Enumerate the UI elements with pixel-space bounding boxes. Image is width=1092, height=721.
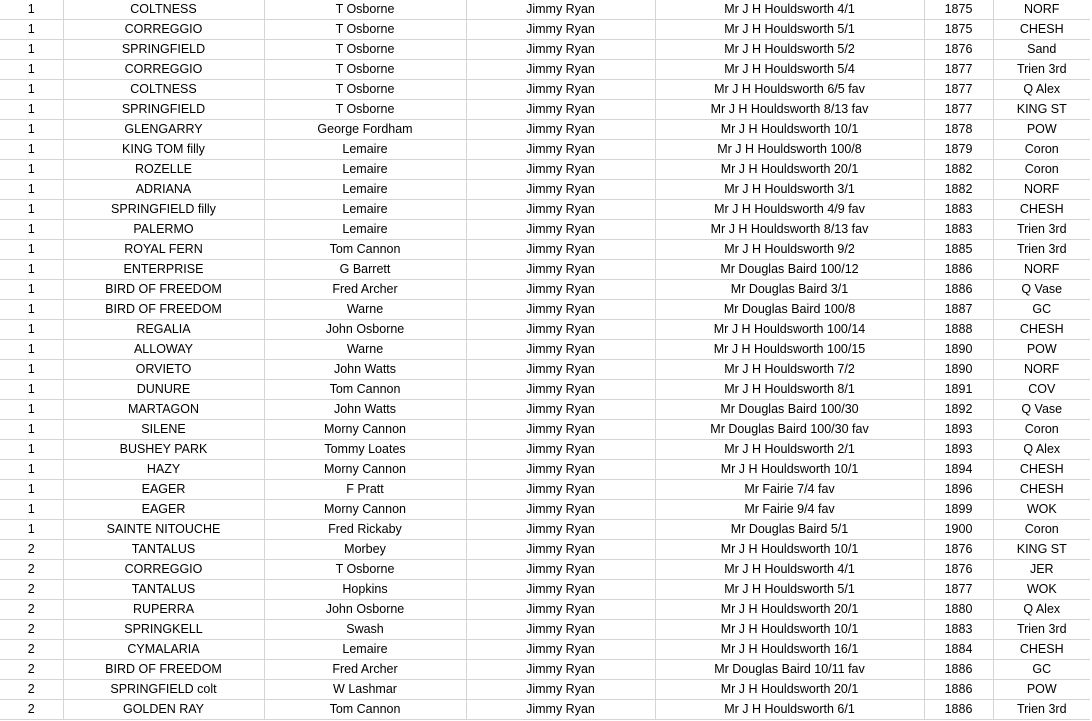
position-cell[interactable]: 1 <box>0 420 63 440</box>
year-cell[interactable]: 1876 <box>924 40 993 60</box>
jockey-cell[interactable]: T Osborne <box>264 560 466 580</box>
jockey-cell[interactable]: John Osborne <box>264 600 466 620</box>
position-cell[interactable]: 1 <box>0 100 63 120</box>
position-cell[interactable]: 1 <box>0 360 63 380</box>
jockey-cell[interactable]: Morbey <box>264 540 466 560</box>
position-cell[interactable]: 2 <box>0 560 63 580</box>
owner-odds-cell[interactable]: Mr Douglas Baird 3/1 <box>655 280 924 300</box>
race-cell[interactable]: COV <box>993 380 1090 400</box>
jockey-cell[interactable]: Warne <box>264 300 466 320</box>
owner-odds-cell[interactable]: Mr J H Houldsworth 10/1 <box>655 120 924 140</box>
position-cell[interactable]: 2 <box>0 580 63 600</box>
owner-odds-cell[interactable]: Mr J H Houldsworth 6/5 fav <box>655 80 924 100</box>
trainer-cell[interactable]: Jimmy Ryan <box>466 460 655 480</box>
table-row <box>0 180 1090 200</box>
horse-cell[interactable]: ROZELLE <box>63 160 264 180</box>
table-row <box>0 100 1090 120</box>
position-cell[interactable]: 1 <box>0 260 63 280</box>
year-cell[interactable]: 1886 <box>924 700 993 720</box>
trainer-cell[interactable]: Jimmy Ryan <box>466 80 655 100</box>
owner-odds-cell[interactable]: Mr Douglas Baird 10/11 fav <box>655 660 924 680</box>
owner-odds-cell[interactable]: Mr J H Houldsworth 100/8 <box>655 140 924 160</box>
trainer-cell[interactable]: Jimmy Ryan <box>466 120 655 140</box>
horse-cell[interactable]: CYMALARIA <box>63 640 264 660</box>
trainer-cell[interactable]: Jimmy Ryan <box>466 60 655 80</box>
jockey-cell[interactable]: Fred Archer <box>264 660 466 680</box>
owner-odds-cell[interactable]: Mr J H Houldsworth 6/1 <box>655 700 924 720</box>
jockey-cell[interactable]: Warne <box>264 340 466 360</box>
owner-odds-cell[interactable]: Mr J H Houldsworth 100/14 <box>655 320 924 340</box>
jockey-cell[interactable]: John Watts <box>264 400 466 420</box>
table-row <box>0 400 1090 420</box>
trainer-cell[interactable]: Jimmy Ryan <box>466 340 655 360</box>
table-row <box>0 0 1090 20</box>
owner-odds-cell[interactable]: Mr J H Houldsworth 20/1 <box>655 600 924 620</box>
year-cell[interactable]: 1896 <box>924 480 993 500</box>
owner-odds-cell[interactable]: Mr J H Houldsworth 5/1 <box>655 580 924 600</box>
horse-cell[interactable]: KING TOM filly <box>63 140 264 160</box>
jockey-cell[interactable]: Lemaire <box>264 640 466 660</box>
year-cell[interactable]: 1885 <box>924 240 993 260</box>
race-cell[interactable]: Trien 3rd <box>993 620 1090 640</box>
race-cell[interactable]: Coron <box>993 520 1090 540</box>
race-cell[interactable]: Q Alex <box>993 440 1090 460</box>
year-cell[interactable]: 1883 <box>924 620 993 640</box>
position-cell[interactable]: 1 <box>0 500 63 520</box>
horse-cell[interactable]: SPRINGFIELD <box>63 40 264 60</box>
owner-odds-cell[interactable]: Mr J H Houldsworth 5/4 <box>655 60 924 80</box>
position-cell[interactable]: 1 <box>0 0 63 20</box>
year-cell[interactable]: 1877 <box>924 580 993 600</box>
race-cell[interactable]: NORF <box>993 180 1090 200</box>
year-cell[interactable]: 1893 <box>924 420 993 440</box>
horse-cell[interactable]: SPRINGFIELD <box>63 100 264 120</box>
owner-odds-cell[interactable]: Mr J H Houldsworth 10/1 <box>655 620 924 640</box>
trainer-cell[interactable]: Jimmy Ryan <box>466 220 655 240</box>
race-cell[interactable]: NORF <box>993 260 1090 280</box>
race-cell[interactable]: NORF <box>993 0 1090 20</box>
table-row <box>0 700 1090 720</box>
position-cell[interactable]: 1 <box>0 440 63 460</box>
position-cell[interactable]: 1 <box>0 40 63 60</box>
trainer-cell[interactable]: Jimmy Ryan <box>466 100 655 120</box>
trainer-cell[interactable]: Jimmy Ryan <box>466 600 655 620</box>
position-cell[interactable]: 1 <box>0 320 63 340</box>
year-cell[interactable]: 1891 <box>924 380 993 400</box>
trainer-cell[interactable]: Jimmy Ryan <box>466 140 655 160</box>
race-cell[interactable]: POW <box>993 680 1090 700</box>
table-row <box>0 220 1090 240</box>
table-row <box>0 600 1090 620</box>
position-cell[interactable]: 2 <box>0 600 63 620</box>
table-row <box>0 580 1090 600</box>
owner-odds-cell[interactable]: Mr J H Houldsworth 8/13 fav <box>655 220 924 240</box>
table-row <box>0 440 1090 460</box>
position-cell[interactable]: 1 <box>0 200 63 220</box>
year-cell[interactable]: 1886 <box>924 260 993 280</box>
table-row <box>0 480 1090 500</box>
jockey-cell[interactable]: Lemaire <box>264 220 466 240</box>
table-row <box>0 40 1090 60</box>
jockey-cell[interactable]: W Lashmar <box>264 680 466 700</box>
race-cell[interactable]: CHESH <box>993 320 1090 340</box>
horse-cell[interactable]: BIRD OF FREEDOM <box>63 280 264 300</box>
year-cell[interactable]: 1883 <box>924 200 993 220</box>
owner-odds-cell[interactable]: Mr J H Houldsworth 8/13 fav <box>655 100 924 120</box>
trainer-cell[interactable]: Jimmy Ryan <box>466 380 655 400</box>
table-row <box>0 80 1090 100</box>
position-cell[interactable]: 2 <box>0 700 63 720</box>
race-cell[interactable]: Trien 3rd <box>993 60 1090 80</box>
trainer-cell[interactable]: Jimmy Ryan <box>466 0 655 20</box>
jockey-cell[interactable]: Tom Cannon <box>264 380 466 400</box>
horse-cell[interactable]: ADRIANA <box>63 180 264 200</box>
trainer-cell[interactable]: Jimmy Ryan <box>466 180 655 200</box>
owner-odds-cell[interactable]: Mr Fairie 9/4 fav <box>655 500 924 520</box>
position-cell[interactable]: 1 <box>0 460 63 480</box>
owner-odds-cell[interactable]: Mr J H Houldsworth 8/1 <box>655 380 924 400</box>
position-cell[interactable]: 1 <box>0 280 63 300</box>
horse-cell[interactable]: ALLOWAY <box>63 340 264 360</box>
owner-odds-cell[interactable]: Mr J H Houldsworth 100/15 <box>655 340 924 360</box>
horse-cell[interactable]: CORREGGIO <box>63 560 264 580</box>
race-cell[interactable]: Trien 3rd <box>993 240 1090 260</box>
owner-odds-cell[interactable]: Mr J H Houldsworth 20/1 <box>655 160 924 180</box>
trainer-cell[interactable]: Jimmy Ryan <box>466 300 655 320</box>
year-cell[interactable]: 1886 <box>924 660 993 680</box>
year-cell[interactable]: 1890 <box>924 360 993 380</box>
table-row <box>0 560 1090 580</box>
table-row <box>0 300 1090 320</box>
trainer-cell[interactable]: Jimmy Ryan <box>466 480 655 500</box>
race-cell[interactable]: Trien 3rd <box>993 700 1090 720</box>
trainer-cell[interactable]: Jimmy Ryan <box>466 420 655 440</box>
year-cell[interactable]: 1886 <box>924 680 993 700</box>
jockey-cell[interactable]: T Osborne <box>264 40 466 60</box>
race-cell[interactable]: NORF <box>993 360 1090 380</box>
owner-odds-cell[interactable]: Mr J H Houldsworth 4/1 <box>655 0 924 20</box>
position-cell[interactable]: 2 <box>0 680 63 700</box>
trainer-cell[interactable]: Jimmy Ryan <box>466 160 655 180</box>
year-cell[interactable]: 1876 <box>924 540 993 560</box>
trainer-cell[interactable]: Jimmy Ryan <box>466 240 655 260</box>
table-row <box>0 260 1090 280</box>
position-cell[interactable]: 1 <box>0 400 63 420</box>
owner-odds-cell[interactable]: Mr J H Houldsworth 9/2 <box>655 240 924 260</box>
jockey-cell[interactable]: T Osborne <box>264 0 466 20</box>
jockey-cell[interactable]: T Osborne <box>264 80 466 100</box>
horse-cell[interactable]: GLENGARRY <box>63 120 264 140</box>
trainer-cell[interactable]: Jimmy Ryan <box>466 540 655 560</box>
horse-cell[interactable]: BIRD OF FREEDOM <box>63 660 264 680</box>
owner-odds-cell[interactable]: Mr Fairie 7/4 fav <box>655 480 924 500</box>
table-row <box>0 320 1090 340</box>
owner-odds-cell[interactable]: Mr Douglas Baird 100/30 <box>655 400 924 420</box>
owner-odds-cell[interactable]: Mr J H Houldsworth 4/1 <box>655 560 924 580</box>
horse-cell[interactable]: PALERMO <box>63 220 264 240</box>
position-cell[interactable]: 1 <box>0 520 63 540</box>
table-row <box>0 680 1090 700</box>
year-cell[interactable]: 1886 <box>924 280 993 300</box>
horse-cell[interactable]: CORREGGIO <box>63 60 264 80</box>
horse-cell[interactable]: TANTALUS <box>63 580 264 600</box>
owner-odds-cell[interactable]: Mr J H Houldsworth 7/2 <box>655 360 924 380</box>
position-cell[interactable]: 1 <box>0 300 63 320</box>
horse-cell[interactable]: MARTAGON <box>63 400 264 420</box>
jockey-cell[interactable]: John Watts <box>264 360 466 380</box>
position-cell[interactable]: 1 <box>0 380 63 400</box>
table-row <box>0 200 1090 220</box>
race-cell[interactable]: WOK <box>993 500 1090 520</box>
table-row <box>0 620 1090 640</box>
trainer-cell[interactable]: Jimmy Ryan <box>466 40 655 60</box>
jockey-cell[interactable]: Tom Cannon <box>264 240 466 260</box>
table-row <box>0 360 1090 380</box>
year-cell[interactable]: 1877 <box>924 80 993 100</box>
trainer-cell[interactable]: Jimmy Ryan <box>466 660 655 680</box>
horse-cell[interactable]: ORVIETO <box>63 360 264 380</box>
trainer-cell[interactable]: Jimmy Ryan <box>466 440 655 460</box>
table-row <box>0 500 1090 520</box>
owner-odds-cell[interactable]: Mr Douglas Baird 100/8 <box>655 300 924 320</box>
race-cell[interactable]: GC <box>993 300 1090 320</box>
trainer-cell[interactable]: Jimmy Ryan <box>466 320 655 340</box>
jockey-cell[interactable]: Fred Rickaby <box>264 520 466 540</box>
year-cell[interactable]: 1882 <box>924 180 993 200</box>
race-cell[interactable]: CHESH <box>993 20 1090 40</box>
horse-cell[interactable]: GOLDEN RAY <box>63 700 264 720</box>
year-cell[interactable]: 1877 <box>924 60 993 80</box>
year-cell[interactable]: 1878 <box>924 120 993 140</box>
trainer-cell[interactable]: Jimmy Ryan <box>466 700 655 720</box>
position-cell[interactable]: 1 <box>0 80 63 100</box>
table-row <box>0 520 1090 540</box>
jockey-cell[interactable]: T Osborne <box>264 20 466 40</box>
year-cell[interactable]: 1875 <box>924 0 993 20</box>
year-cell[interactable]: 1892 <box>924 400 993 420</box>
owner-odds-cell[interactable]: Mr J H Houldsworth 4/9 fav <box>655 200 924 220</box>
race-cell[interactable]: JER <box>993 560 1090 580</box>
race-cell[interactable]: Coron <box>993 160 1090 180</box>
race-cell[interactable]: Trien 3rd <box>993 220 1090 240</box>
race-cell[interactable]: Q Vase <box>993 280 1090 300</box>
horse-cell[interactable]: BIRD OF FREEDOM <box>63 300 264 320</box>
owner-odds-cell[interactable]: Mr J H Houldsworth 3/1 <box>655 180 924 200</box>
horse-cell[interactable]: SPRINGFIELD filly <box>63 200 264 220</box>
position-cell[interactable]: 2 <box>0 540 63 560</box>
race-cell[interactable]: WOK <box>993 580 1090 600</box>
position-cell[interactable]: 1 <box>0 140 63 160</box>
jockey-cell[interactable]: Lemaire <box>264 160 466 180</box>
position-cell[interactable]: 1 <box>0 160 63 180</box>
jockey-cell[interactable]: Lemaire <box>264 180 466 200</box>
race-cell[interactable]: Q Alex <box>993 600 1090 620</box>
owner-odds-cell[interactable]: Mr J H Houldsworth 16/1 <box>655 640 924 660</box>
jockey-cell[interactable]: Morny Cannon <box>264 420 466 440</box>
jockey-cell[interactable]: T Osborne <box>264 60 466 80</box>
horse-cell[interactable]: DUNURE <box>63 380 264 400</box>
year-cell[interactable]: 1884 <box>924 640 993 660</box>
trainer-cell[interactable]: Jimmy Ryan <box>466 400 655 420</box>
race-cell[interactable]: KING ST <box>993 540 1090 560</box>
owner-odds-cell[interactable]: Mr Douglas Baird 100/12 <box>655 260 924 280</box>
position-cell[interactable]: 1 <box>0 20 63 40</box>
trainer-cell[interactable]: Jimmy Ryan <box>466 500 655 520</box>
year-cell[interactable]: 1887 <box>924 300 993 320</box>
table-row <box>0 60 1090 80</box>
owner-odds-cell[interactable]: Mr J H Houldsworth 20/1 <box>655 680 924 700</box>
horse-cell[interactable]: BUSHEY PARK <box>63 440 264 460</box>
jockey-cell[interactable]: Swash <box>264 620 466 640</box>
table-row <box>0 380 1090 400</box>
year-cell[interactable]: 1880 <box>924 600 993 620</box>
year-cell[interactable]: 1883 <box>924 220 993 240</box>
jockey-cell[interactable]: George Fordham <box>264 120 466 140</box>
position-cell[interactable]: 1 <box>0 240 63 260</box>
year-cell[interactable]: 1882 <box>924 160 993 180</box>
jockey-cell[interactable]: Lemaire <box>264 200 466 220</box>
race-cell[interactable]: CHESH <box>993 460 1090 480</box>
trainer-cell[interactable]: Jimmy Ryan <box>466 20 655 40</box>
trainer-cell[interactable]: Jimmy Ryan <box>466 580 655 600</box>
horse-cell[interactable]: COLTNESS <box>63 0 264 20</box>
year-cell[interactable]: 1876 <box>924 560 993 580</box>
race-cell[interactable]: KING ST <box>993 100 1090 120</box>
horse-cell[interactable]: REGALIA <box>63 320 264 340</box>
race-cell[interactable]: CHESH <box>993 480 1090 500</box>
table-row <box>0 640 1090 660</box>
race-cell[interactable]: Q Alex <box>993 80 1090 100</box>
trainer-cell[interactable]: Jimmy Ryan <box>466 360 655 380</box>
trainer-cell[interactable]: Jimmy Ryan <box>466 620 655 640</box>
race-cell[interactable]: CHESH <box>993 200 1090 220</box>
race-cell[interactable]: POW <box>993 120 1090 140</box>
horse-cell[interactable]: RUPERRA <box>63 600 264 620</box>
horse-cell[interactable]: CORREGGIO <box>63 20 264 40</box>
jockey-cell[interactable]: Lemaire <box>264 140 466 160</box>
horse-cell[interactable]: SILENE <box>63 420 264 440</box>
position-cell[interactable]: 1 <box>0 340 63 360</box>
table-row <box>0 20 1090 40</box>
jockey-cell[interactable]: Morny Cannon <box>264 460 466 480</box>
jockey-cell[interactable]: Morny Cannon <box>264 500 466 520</box>
year-cell[interactable]: 1890 <box>924 340 993 360</box>
table-row <box>0 280 1090 300</box>
race-cell[interactable]: GC <box>993 660 1090 680</box>
jockey-cell[interactable]: Tommy Loates <box>264 440 466 460</box>
table-row <box>0 160 1090 180</box>
year-cell[interactable]: 1900 <box>924 520 993 540</box>
race-cell[interactable]: Q Vase <box>993 400 1090 420</box>
year-cell[interactable]: 1894 <box>924 460 993 480</box>
table-row <box>0 340 1090 360</box>
trainer-cell[interactable]: Jimmy Ryan <box>466 200 655 220</box>
trainer-cell[interactable]: Jimmy Ryan <box>466 260 655 280</box>
race-cell[interactable]: Coron <box>993 140 1090 160</box>
year-cell[interactable]: 1877 <box>924 100 993 120</box>
horse-cell[interactable]: SPRINGKELL <box>63 620 264 640</box>
year-cell[interactable]: 1879 <box>924 140 993 160</box>
table-row <box>0 240 1090 260</box>
table-row <box>0 460 1090 480</box>
jockey-cell[interactable]: Tom Cannon <box>264 700 466 720</box>
table-row <box>0 140 1090 160</box>
year-cell[interactable]: 1888 <box>924 320 993 340</box>
table-row <box>0 540 1090 560</box>
horse-cell[interactable]: SPRINGFIELD colt <box>63 680 264 700</box>
horse-cell[interactable]: HAZY <box>63 460 264 480</box>
position-cell[interactable]: 1 <box>0 120 63 140</box>
position-cell[interactable]: 1 <box>0 180 63 200</box>
horse-cell[interactable]: EAGER <box>63 480 264 500</box>
table-row <box>0 660 1090 680</box>
horse-cell[interactable]: TANTALUS <box>63 540 264 560</box>
trainer-cell[interactable]: Jimmy Ryan <box>466 640 655 660</box>
race-cell[interactable]: Coron <box>993 420 1090 440</box>
owner-odds-cell[interactable]: Mr J H Houldsworth 2/1 <box>655 440 924 460</box>
horse-cell[interactable]: SAINTE NITOUCHE <box>63 520 264 540</box>
jockey-cell[interactable]: Hopkins <box>264 580 466 600</box>
race-cell[interactable]: POW <box>993 340 1090 360</box>
owner-odds-cell[interactable]: Mr Douglas Baird 5/1 <box>655 520 924 540</box>
horse-cell[interactable]: ROYAL FERN <box>63 240 264 260</box>
trainer-cell[interactable]: Jimmy Ryan <box>466 520 655 540</box>
trainer-cell[interactable]: Jimmy Ryan <box>466 280 655 300</box>
race-cell[interactable]: CHESH <box>993 640 1090 660</box>
race-cell[interactable]: Sand <box>993 40 1090 60</box>
trainer-cell[interactable]: Jimmy Ryan <box>466 680 655 700</box>
year-cell[interactable]: 1893 <box>924 440 993 460</box>
jockey-cell[interactable]: John Osborne <box>264 320 466 340</box>
position-cell[interactable]: 1 <box>0 480 63 500</box>
position-cell[interactable]: 1 <box>0 220 63 240</box>
year-cell[interactable]: 1899 <box>924 500 993 520</box>
trainer-cell[interactable]: Jimmy Ryan <box>466 560 655 580</box>
position-cell[interactable]: 2 <box>0 660 63 680</box>
table-row <box>0 120 1090 140</box>
jockey-cell[interactable]: G Barrett <box>264 260 466 280</box>
position-cell[interactable]: 2 <box>0 640 63 660</box>
position-cell[interactable]: 2 <box>0 620 63 640</box>
owner-odds-cell[interactable]: Mr J H Houldsworth 5/2 <box>655 40 924 60</box>
horse-cell[interactable]: COLTNESS <box>63 80 264 100</box>
table-row <box>0 420 1090 440</box>
year-cell[interactable]: 1875 <box>924 20 993 40</box>
jockey-cell[interactable]: T Osborne <box>264 100 466 120</box>
owner-odds-cell[interactable]: Mr Douglas Baird 100/30 fav <box>655 420 924 440</box>
owner-odds-cell[interactable]: Mr J H Houldsworth 10/1 <box>655 460 924 480</box>
horse-cell[interactable]: EAGER <box>63 500 264 520</box>
position-cell[interactable]: 1 <box>0 60 63 80</box>
owner-odds-cell[interactable]: Mr J H Houldsworth 10/1 <box>655 540 924 560</box>
jockey-cell[interactable]: F Pratt <box>264 480 466 500</box>
jockey-cell[interactable]: Fred Archer <box>264 280 466 300</box>
owner-odds-cell[interactable]: Mr J H Houldsworth 5/1 <box>655 20 924 40</box>
horse-cell[interactable]: ENTERPRISE <box>63 260 264 280</box>
